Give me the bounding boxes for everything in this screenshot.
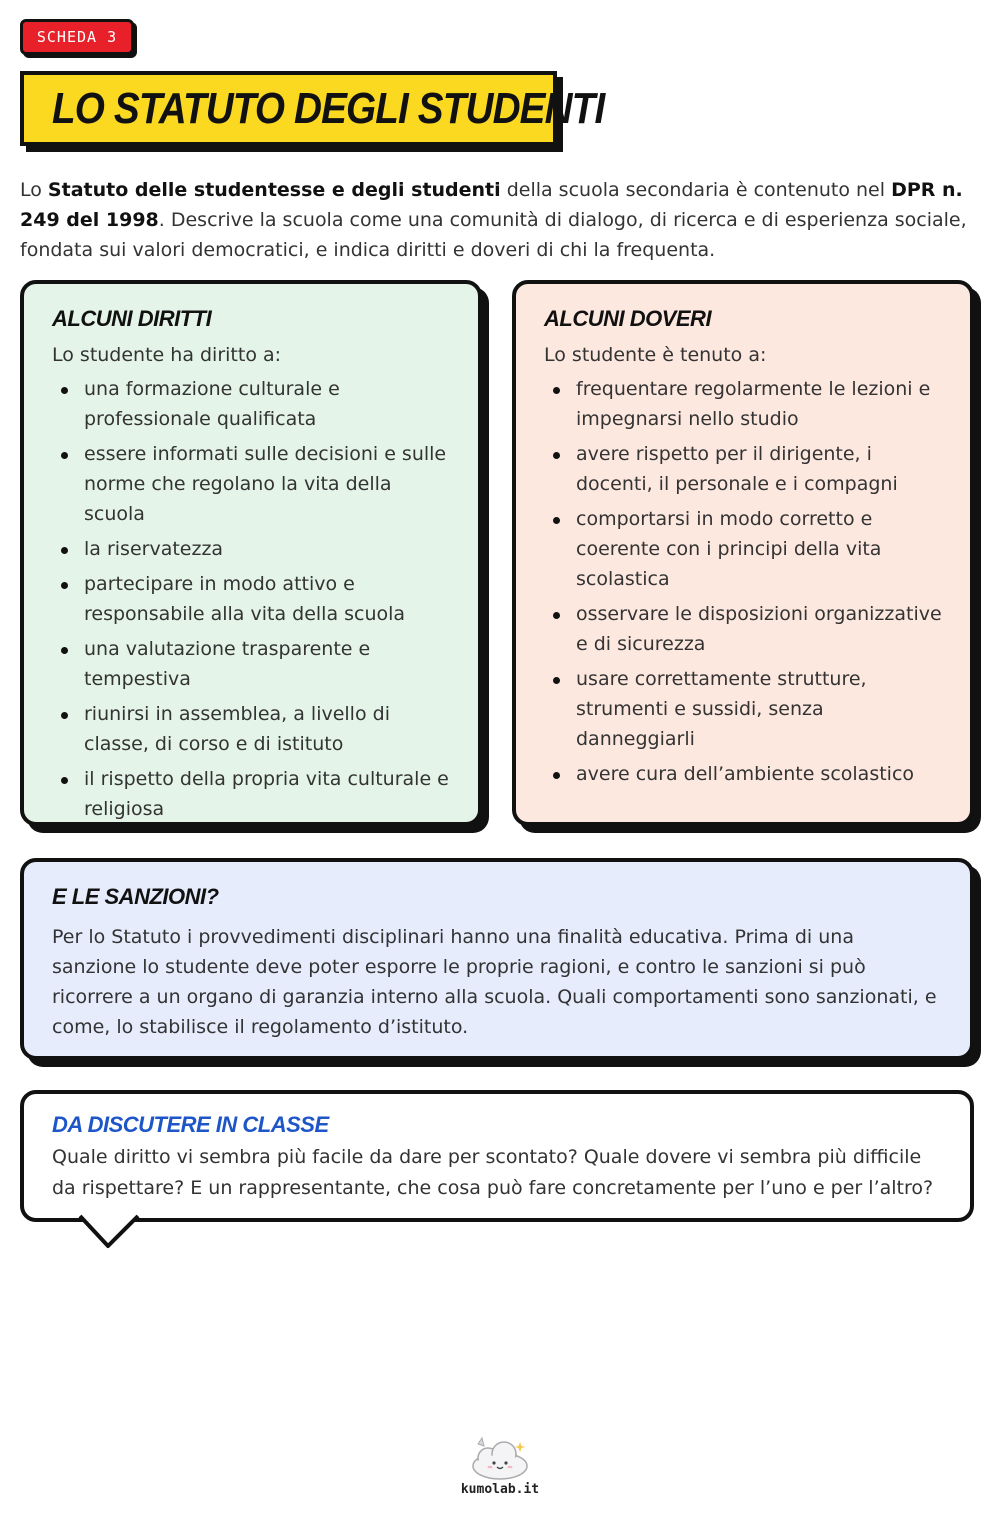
duties-lead: Lo studente è tenuto a: — [544, 344, 767, 366]
discuss-bubble — [20, 1090, 974, 1222]
sanctions-text: Per lo Statuto i provvedimenti disciplinari hanno una finalità educativa. Prima di una sanzione lo studente deve poter esporre le proprie ragioni, e contro le sanzioni si può ricorrere a un organo di garanzia interno alla scuola. Quali comportamenti sono sanzionati, e come, lo stabilisce il regolamento d’istituto. — [52, 926, 937, 1038]
scheda-badge: SCHEDA 3 — [20, 19, 134, 55]
rights-list — [52, 374, 452, 824]
discuss-heading: DA DISCUTERE IN CLASSE — [52, 1112, 329, 1137]
rights-card — [20, 280, 482, 826]
intro-paragraph — [20, 175, 970, 265]
rights-item: una formazione culturale e professionale qualificata — [52, 374, 452, 434]
rights-item: partecipare in modo attivo e responsabile alla vita della scuola — [52, 569, 452, 629]
rights-item: la riservatezza — [52, 534, 452, 564]
intro-bold-dpr: DPR n. 249 del 1998 — [20, 179, 963, 231]
page-title: LO STATUTO DEGLI STUDENTI — [52, 83, 605, 133]
intro-text-1: Lo — [20, 179, 48, 201]
duties-item: avere cura dell’ambiente scolastico — [544, 759, 948, 789]
duties-item: usare correttamente strutture, strumenti e sussidi, senza danneggiarli — [544, 664, 948, 754]
intro-bold-statuto: Statuto delle studentesse e degli studenti — [47, 179, 501, 201]
rights-item: riunirsi in assemblea, a livello di classe, di corso e di istituto — [52, 699, 452, 759]
rights-item: una valutazione trasparente e tempestiva — [52, 634, 452, 694]
title-banner — [20, 71, 605, 146]
duties-heading: ALCUNI DOVERI — [544, 306, 712, 331]
footer-site: kumolab.it — [460, 1482, 540, 1497]
rights-item: il rispetto della propria vita culturale e religiosa — [52, 764, 452, 824]
duties-item: frequentare regolarmente le lezioni e impegnarsi nello studio — [544, 374, 948, 434]
cloud-mascot-icon — [468, 1436, 532, 1482]
intro-text-2: della scuola secondaria è contenuto nel — [500, 179, 892, 201]
rights-heading: ALCUNI DIRITTI — [52, 306, 212, 331]
rights-item: essere informati sulle decisioni e sulle norme che regolano la vita della scuola — [52, 439, 452, 529]
sanctions-card — [20, 858, 974, 1060]
duties-item: comportarsi in modo corretto e coerente con i principi della vita scolastica — [544, 504, 948, 594]
duties-item: osservare le disposizioni organizzative e di sicurezza — [544, 599, 948, 659]
duties-card — [512, 280, 974, 826]
sanctions-heading: E LE SANZIONI? — [52, 884, 219, 909]
rights-lead: Lo studente ha diritto a: — [52, 344, 282, 366]
duties-item: avere rispetto per il dirigente, i docenti, il personale e i compagni — [544, 439, 948, 499]
discuss-text: Quale diritto vi sembra più facile da dare per scontato? Quale dovere vi sembra più difficile da rispettare? E un rappresentante, che cosa può fare concretamente per l’uno e per l’altro? — [52, 1146, 934, 1199]
intro-text-3: . Descrive la scuola come una comunità di dialogo, di ricerca e di esperienza sociale, fondata sui valori democratici, e indica diritti e doveri di chi la frequenta. — [20, 209, 967, 261]
duties-list — [544, 374, 948, 789]
speech-bubble-tail-icon — [78, 1214, 140, 1250]
